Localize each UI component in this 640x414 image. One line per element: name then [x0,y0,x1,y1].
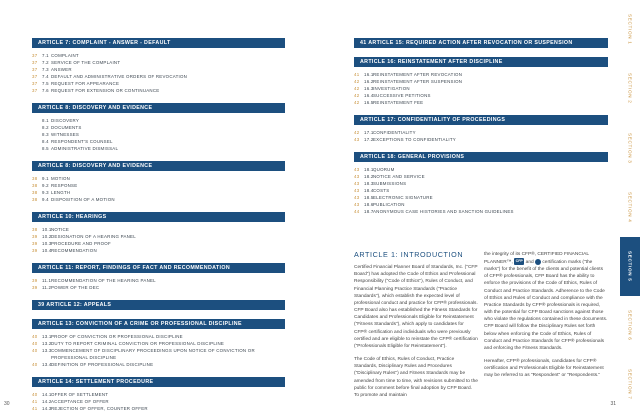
toc-item-title: EXCEPTIONS TO CONFIDENTIALITY [373,137,456,142]
toc-item-title: ELECTRONIC SIGNATURE [373,195,433,200]
tab-label: SECTION 2 [627,73,633,104]
toc-item-title: NOTICE [51,227,70,232]
article-header: ARTICLE 16: REINSTATEMENT AFTER DISCIPLINE [354,57,608,67]
toc-item-number: 9.1 [42,176,49,181]
toc-entry[interactable] [32,340,285,347]
toc-item-title: CONFIDENTIALITY [373,130,416,135]
toc-page-number: 39 [32,241,38,246]
toc-item-number: 8.2 [42,125,49,130]
toc-item-number: 17.1 [364,130,374,135]
intro-text-a: the integrity of its CFP®, CERTIFIED FINANCIAL PLANNER™, [484,252,589,265]
toc-page-number: 37 [32,60,38,65]
toc-entry[interactable] [354,136,608,143]
toc-item-number: 7.6 [42,88,49,93]
toc-item-number: 16.3 [364,86,374,91]
toc-entry[interactable] [32,284,285,291]
tab-section-4[interactable] [620,177,640,236]
toc-page-number: 41 [32,406,38,411]
toc-page-number: 43 [354,188,360,193]
toc-entry[interactable] [354,201,608,208]
toc-page-number: 40 [32,341,38,346]
toc-item-title: MOTION [51,176,71,181]
tab-section-3[interactable] [620,118,640,177]
toc-entry[interactable] [354,187,608,194]
toc-item-number: 7.2 [42,60,49,65]
toc-item-title: ACCEPTANCE OF OFFER [51,399,109,404]
toc-item-title: INVESTIGATION [373,86,410,91]
toc-item-title: DISPOSITION OF A MOTION [51,197,115,202]
toc-entry[interactable] [354,92,608,99]
tab-section-7[interactable] [620,355,640,414]
article-header: ARTICLE 14: SETTLEMENT PROCEDURE [32,377,285,387]
toc-page-number: 43 [354,195,360,200]
article-header: ARTICLE 17: CONFIDENTIALITY OF PROCEEDINGS [354,115,608,125]
toc-item-title: PROCEDURE AND PROOF [51,241,111,246]
toc-entry[interactable] [32,196,285,203]
toc-entry[interactable] [32,66,285,73]
toc-page-number: 37 [32,81,38,86]
toc-entry[interactable] [354,208,608,215]
article-header: ARTICLE 11: REPORT, FINDINGS OF FACT AND RECOMMENDATION [32,263,285,273]
toc-page-number [32,124,42,131]
toc-list [32,277,285,291]
toc-entry[interactable] [354,180,608,187]
tab-label: SECTION 3 [627,132,633,164]
toc-list [354,166,608,215]
intro-col-1 [354,251,478,405]
toc-entry[interactable] [32,73,285,80]
tab-label: SECTION 6 [627,309,633,341]
toc-entry[interactable] [32,182,285,189]
article-header: 41 ARTICLE 15: REQUIRED ACTION AFTER REVOCATION OR SUSPENSION [354,38,608,48]
intro-paragraph-3 [484,251,608,352]
toc-page-number: 38 [32,197,38,202]
toc-page-number: 42 [354,130,360,135]
toc-item-title: DEFAULT AND ADMINISTRATIVE ORDERS OF REVOCATION [51,74,188,79]
toc-page-number [32,117,42,124]
toc-entry[interactable] [32,131,285,138]
toc-item-title: COMMENCEMENT OF DISCIPLINARY PROCEEDINGS UPON NOTICE OF CONVICTION OR PROFESSIONAL DISCIPLINE [51,348,255,360]
toc-page-number: 40 [32,362,38,367]
toc-entry[interactable] [32,52,285,59]
toc-item-title: RECOMMENDATION [51,248,97,253]
toc-item-number: 16.2 [364,79,374,84]
toc-list [32,175,285,203]
intro-paragraph-2: The Code of Ethics, Rules of Conduct, Practice Standards, Disciplinary Rules and Procedures ("Disciplinary Rules") and Fitness Standards may be amended from time to time, with revisions submitted to the public for comment before final adoption by CFP Board. To promote and maintain [354,357,478,398]
article-header: ARTICLE 8: DISCOVERY AND EVIDENCE [32,161,285,171]
toc-entry[interactable] [32,333,285,340]
toc-item-title: REQUEST FOR APPEARANCE [51,81,120,86]
toc-item-number: 9.4 [42,197,49,202]
toc-item-number: 10.2 [42,234,52,239]
right-toc-column [354,38,608,224]
toc-item-number: 18.1 [364,167,374,172]
toc-item-number: 7.5 [42,81,49,86]
tab-section-6[interactable] [620,296,640,355]
toc-item-title: RECOMMENDATION OF THE HEARING PANEL [51,278,156,283]
tab-section-5[interactable] [620,237,640,296]
toc-page-number: 42 [354,93,360,98]
tab-label: SECTION 5 [627,250,633,282]
toc-entry[interactable] [32,138,285,145]
toc-page-number: 37 [32,67,38,72]
article-header: 39 ARTICLE 12: APPEALS [32,300,285,310]
toc-item-title: REINSTATEMENT FEE [373,100,424,105]
toc-entry[interactable] [354,194,608,201]
toc-page-number: 42 [354,79,360,84]
toc-item-number: 13.2 [42,341,52,346]
toc-item-title: WITNESSES [51,132,80,137]
intro-text-b: and [525,260,534,265]
toc-entry[interactable] [32,189,285,196]
toc-page-number: 43 [354,174,360,179]
toc-entry[interactable] [32,247,285,254]
left-page-number: 30 [4,401,10,407]
toc-page-number: 40 [32,334,38,339]
toc-item-number: 9.2 [42,183,49,188]
intro-col-2 [484,251,608,386]
toc-entry[interactable] [32,80,285,87]
toc-page-number: 38 [32,183,38,188]
toc-item-number: 17.2 [364,137,374,142]
toc-page-number: 43 [354,167,360,172]
toc-entry[interactable] [354,71,608,78]
cfp-flame-logo-icon [535,259,541,265]
article-header: ARTICLE 10: HEARINGS [32,212,285,222]
toc-item-title: OFFER OF SETTLEMENT [51,392,109,397]
toc-item-number: 10.3 [42,241,52,246]
toc-item-title: POWER OF THE DEC [51,285,100,290]
toc-item-title: RESPONSE [51,183,78,188]
toc-entry[interactable] [32,347,285,361]
toc-entry[interactable] [32,398,285,405]
toc-item-number: 16.4 [364,93,374,98]
toc-list [32,117,285,152]
tab-label: SECTION 1 [627,14,633,45]
toc-item-title: PROOF OF CONVICTION OR PROFESSIONAL DISCIPLINE [51,334,183,339]
toc-entry[interactable] [354,173,608,180]
toc-item-title: DUTY TO REPORT CRIMINAL CONVICTION OR PROFESSIONAL DISCIPLINE [51,341,225,346]
toc-list [32,333,285,368]
toc-item-title: PUBLICATION [373,202,405,207]
toc-page-number [32,131,42,138]
toc-item-title: REJECTION OF OFFER, COUNTER OFFER [51,406,148,411]
toc-page-number [32,138,42,145]
toc-item-number: 10.4 [42,248,52,253]
toc-item-number: 8.3 [42,132,49,137]
toc-entry[interactable] [354,78,608,85]
toc-page-number: 43 [354,202,360,207]
toc-item-number: 8.1 [42,118,49,123]
toc-item-title: ANSWER [51,67,72,72]
toc-page-number [32,145,42,152]
toc-entry[interactable] [354,129,608,136]
toc-item-number: 13.4 [42,362,52,367]
intro-title: ARTICLE 1: INTRODUCTION [354,250,464,259]
toc-item-number: 8.4 [42,139,49,144]
toc-item-number: 14.2 [42,399,52,404]
tab-section-1[interactable] [620,0,640,59]
tab-label: SECTION 4 [627,191,633,223]
toc-page-number: 41 [354,72,360,77]
toc-page-number: 39 [32,234,38,239]
toc-item-title: SUBMISSIONS [373,181,407,186]
toc-entry[interactable] [32,59,285,66]
toc-entry[interactable] [354,166,608,173]
toc-page-number: 38 [32,176,38,181]
toc-item-number: 18.4 [364,188,374,193]
toc-item-number: 16.5 [364,100,374,105]
toc-list [354,129,608,143]
toc-item-number: 18.6 [364,202,374,207]
intro-paragraph-4: Hereafter, CFP® professionals, candidates for CFP® certification and Professionals Eligible for Reinstatement may be referred to as "Respondent" or "Respondents." [484,359,604,379]
article-header: ARTICLE 13: CONVICTION OF A CRIME OR PROFESSIONAL DISCIPLINE [32,319,285,329]
toc-item-title: REINSTATEMENT AFTER REVOCATION [373,72,463,77]
toc-entry[interactable] [354,99,608,106]
toc-list [32,226,285,254]
toc-page-number: 37 [32,88,38,93]
toc-item-title: RESPONDENT'S COUNSEL [51,139,113,144]
intro-paragraph-1: Certified Financial Planner Board of Standards, Inc. ("CFP Board") has adopted the Code of Ethics and Professional Responsibility ("Code of Ethics"), Rules of Conduct, and Financial Planning Practice Standards ("Practice Standards"), which establish the expected level of professional conduct and practice for CFP® professionals. CFP Board also has established the Fitness Standards for Candidates and Professionals Eligible for Reinstatement ("Fitness Standards"), which apply to candidates for CFP® certification and individuals who were previously certified and are eligible to reinstate the CFP® certification ("Professionals Eligible for Reinstatement"). [354,265,478,349]
toc-entry[interactable] [32,145,285,152]
article-header: ARTICLE 8: DISCOVERY AND EVIDENCE [32,103,285,113]
toc-entry[interactable] [32,233,285,240]
toc-list [354,71,608,106]
toc-item-title: QUORUM [373,167,395,172]
toc-page-number: 38 [32,227,38,232]
toc-entry[interactable] [32,391,285,398]
toc-item-number: 7.3 [42,67,49,72]
toc-item-title: SERVICE OF THE COMPLAINT [51,60,121,65]
toc-item-number: 7.1 [42,53,49,58]
toc-item-title: REQUEST FOR EXTENSION OR CONTINUANCE [51,88,160,93]
toc-entry[interactable] [32,240,285,247]
toc-item-title: COSTS [373,188,390,193]
right-page-number: 31 [610,401,616,407]
intro-text-c: certification marks ("the marks") for the benefit of the clients and potential clients of CFP® professionals, CFP Board has the ability to enforce the provisions of the Code of Ethics, Rules of Conduct and Practice Standards. Adherence to the Code of Ethics and Rules of Conduct and compliance with the Practice Standards by CFP® professionals is required, with the potential for CFP Board sanctions against those who violate the regulations contained in these documents. CFP Board will follow the Disciplinary Rules set forth below when enforcing the Code of Ethics, Rules of Conduct and Practice Standards for CFP® professionals and enforcing the Fitness Standards. [484,260,608,351]
toc-item-number: 7.4 [42,74,49,79]
toc-item-number: 11.2 [42,285,52,290]
toc-entry[interactable] [354,85,608,92]
toc-item-number: 13.3 [42,348,52,353]
toc-page-number: 42 [354,86,360,91]
toc-page-number: 43 [354,137,360,142]
toc-page-number: 39 [32,278,38,283]
toc-item-title: REINSTATEMENT AFTER SUSPENSION [373,79,463,84]
toc-item-number: 18.3 [364,181,374,186]
toc-item-title: DESIGNATION OF A HEARING PANEL [51,234,136,239]
toc-entry[interactable] [32,117,285,124]
toc-item-number: 9.3 [42,190,49,195]
toc-item-title: COMPLAINT [51,53,79,58]
toc-entry[interactable] [32,124,285,131]
toc-list [32,391,285,412]
toc-item-title: DEFINITION OF PROFESSIONAL DISCIPLINE [51,362,154,367]
toc-page-number: 42 [354,100,360,105]
toc-item-title: DISCOVERY [51,118,80,123]
left-toc-column [32,38,285,414]
toc-item-number: 10.1 [42,227,52,232]
tab-section-2[interactable] [620,59,640,118]
toc-item-title: ADMINISTRATIVE DISMISSAL [51,146,119,151]
section-tabs [620,0,640,414]
toc-page-number: 37 [32,74,38,79]
toc-entry[interactable] [32,226,285,233]
article-header: ARTICLE 18: GENERAL PROVISIONS [354,152,608,162]
toc-page-number: 39 [32,285,38,290]
toc-page-number: 37 [32,53,38,58]
toc-page-number: 44 [354,209,360,214]
article-header: ARTICLE 7: COMPLAINT - ANSWER - DEFAULT [32,38,285,48]
toc-page-number: 40 [32,348,38,353]
toc-page-number: 39 [32,248,38,253]
toc-item-number: 18.5 [364,195,374,200]
cfp-logo-icon: CFP [514,258,524,265]
toc-entry[interactable] [32,87,285,94]
toc-entry[interactable] [32,405,285,412]
toc-page-number: 40 [32,392,38,397]
toc-item-number: 11.1 [42,278,52,283]
toc-page-number: 38 [32,190,38,195]
toc-item-number: 18.7 [364,209,374,214]
toc-page-number: 43 [354,181,360,186]
toc-item-number: 14.3 [42,406,52,411]
toc-item-number: 18.2 [364,174,374,179]
toc-entry[interactable] [32,175,285,182]
toc-entry[interactable] [32,361,285,368]
toc-item-number: 13.1 [42,334,52,339]
toc-item-number: 14.1 [42,392,52,397]
toc-item-number: 16.1 [364,72,374,77]
toc-list [32,52,285,94]
toc-item-title: LENGTH [51,190,71,195]
toc-item-title: DOCUMENTS [51,125,82,130]
toc-item-title: NOTICE AND SERVICE [373,174,425,179]
toc-entry[interactable] [32,277,285,284]
toc-item-title: ANONYMOUS CASE HISTORIES AND SANCTION GUIDELINES [373,209,514,214]
toc-item-number: 8.5 [42,146,49,151]
toc-page-number: 41 [32,399,38,404]
tab-label: SECTION 7 [627,369,633,400]
toc-item-title: SUCCESSIVE PETITIONS [373,93,431,98]
